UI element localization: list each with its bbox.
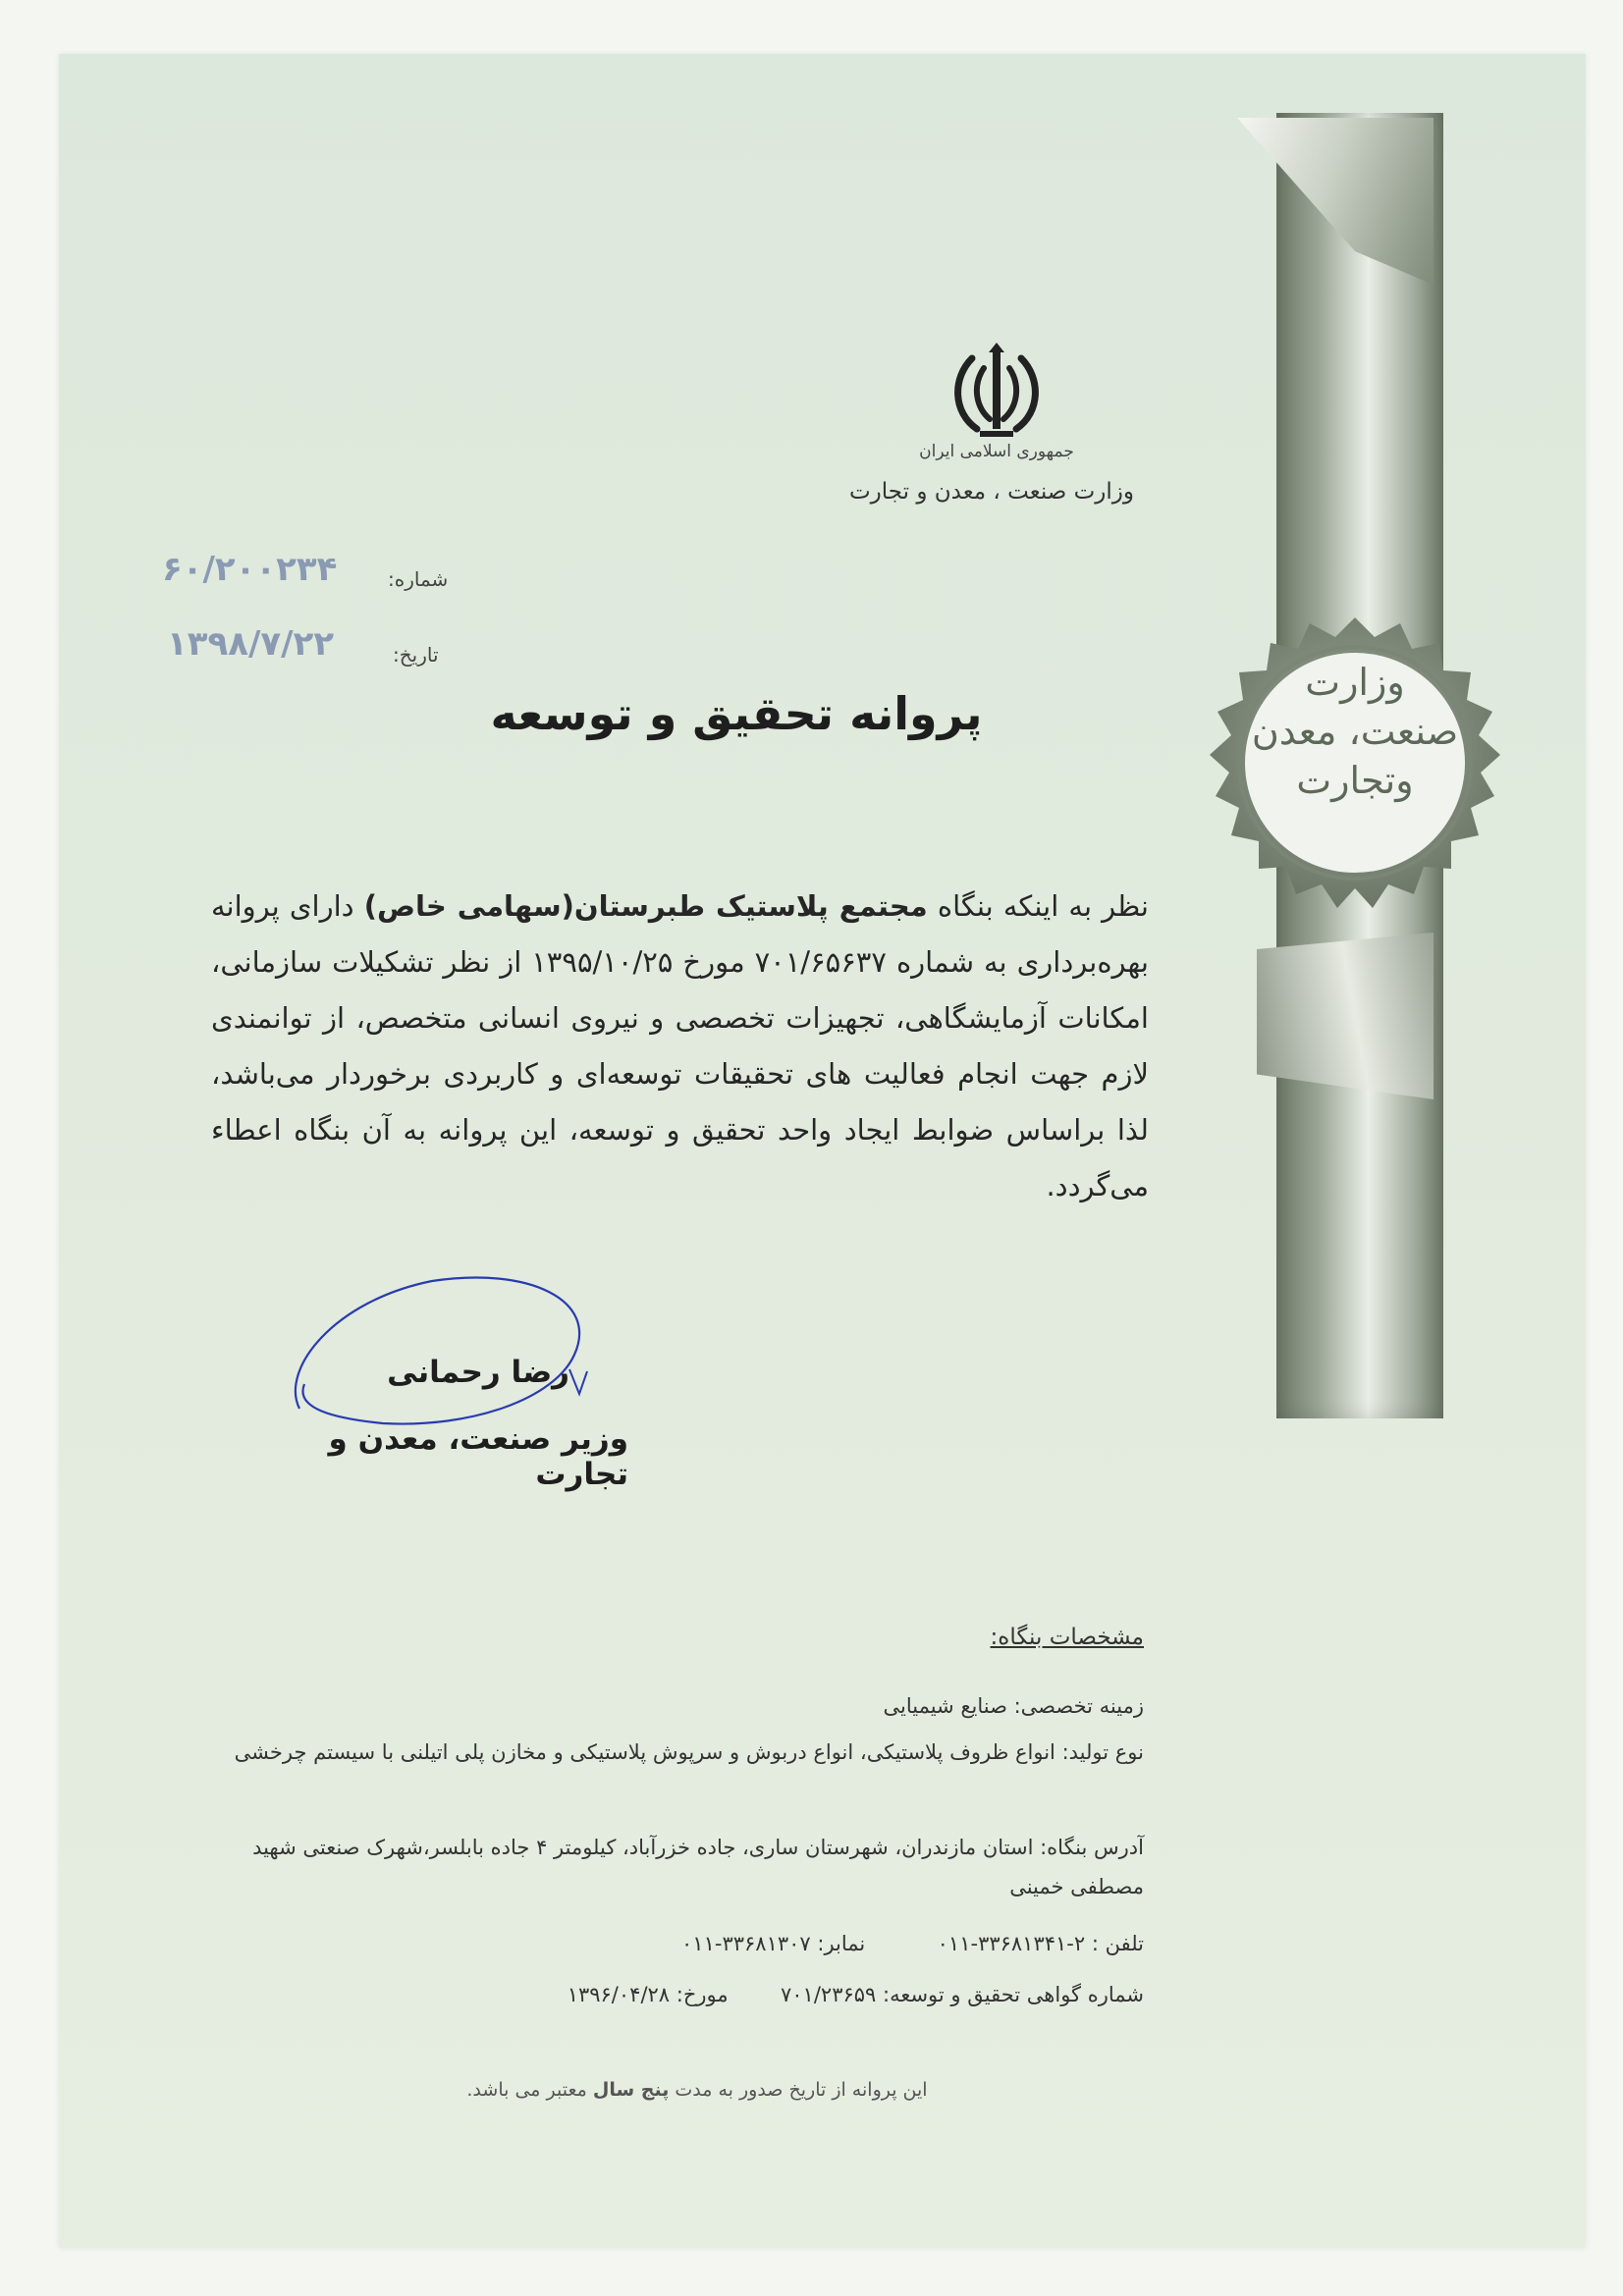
spec-field: زمینه تخصصی: صنایع شیمیایی xyxy=(883,1694,1144,1718)
signatory-title: وزیر صنعت، معدن و تجارت xyxy=(328,1421,628,1492)
seal-line-3: وتجارت xyxy=(1296,759,1414,802)
seal-text xyxy=(1237,658,1473,805)
number-value: ۶۰/۲۰۰۲۳۴ xyxy=(162,550,338,589)
body-rest: دارای پروانه بهره‌برداری به شماره ۷۰۱/۶۵۶۳۷ مورخ ۱۳۹۵/۱۰/۲۵ از نظر تشکیلات سازمانی، امکانات آزمایشگاهی، تجهیزات تخصصی و نیروی انسانی متخصص، از توانمندی لازم جهت انجام فعالیت های تحقیقات توسعه‌ای و کاربردی برخوردار می‌باشد، لذا براساس ضوابط ایجاد واحد تحقیق و توسعه، این پروانه به آن بنگاه اعطاء می‌گردد. xyxy=(211,889,1149,1202)
body-intro: نظر به اینکه بنگاه xyxy=(927,889,1149,923)
validity-after: معتبر می باشد. xyxy=(466,2079,593,2101)
company-name: مجتمع پلاستیک طبرستان(سهامی خاص) xyxy=(363,889,928,923)
spec-phones xyxy=(191,1924,1144,1963)
spec-product: نوع تولید: انواع ظروف پلاستیکی، انواع دربوش و سرپوش پلاستیکی و مخازن پلی اتیلنی با سیستم چرخشی xyxy=(234,1740,1144,1764)
date-label: تاریخ: xyxy=(393,643,439,667)
ministry-name: وزارت صنعت ، معدن و تجارت xyxy=(849,479,1134,505)
country-name: جمهوری اسلامی ایران xyxy=(919,442,1074,461)
seal-line-2: صنعت، معدن xyxy=(1251,710,1459,753)
signatory-name: رضا رحمانی xyxy=(387,1355,569,1390)
spec-address: آدرس بنگاه: استان مازندران، شهرستان ساری، جاده خزرآباد، کیلومتر ۴ جاده بابلسر،شهرک صنعتی شهید مصطفی خمینی xyxy=(252,1836,1144,1898)
number-label: شماره: xyxy=(388,567,449,591)
handwritten-signature xyxy=(275,1261,628,1438)
spec-cert-number: شماره گواهی تحقیق و توسعه: ۷۰۱/۲۳۶۵۹ xyxy=(781,1983,1144,2006)
spec-fax: نمابر: ۳۳۶۸۱۳۰۷-۰۱۱ xyxy=(681,1932,866,1955)
spec-certificate xyxy=(191,1975,1144,2014)
certificate-body xyxy=(211,879,1149,1214)
spec-cert-date: مورخ: ۱۳۹۶/۰۴/۲۸ xyxy=(567,1983,729,2006)
seal-line-1: وزارت xyxy=(1305,661,1405,704)
validity-before: این پروانه از تاریخ صدور به مدت xyxy=(669,2079,928,2101)
iran-emblem-icon xyxy=(943,339,1051,447)
validity-note xyxy=(393,2079,1001,2101)
spec-phone: تلفن : ۲-۳۳۶۸۱۳۴۱-۰۱۱ xyxy=(937,1932,1144,1955)
specs-heading: مشخصات بنگاه: xyxy=(990,1625,1144,1650)
certificate-title: پروانه تحقیق و توسعه xyxy=(490,687,983,740)
date-value: ۱۳۹۸/۷/۲۲ xyxy=(167,624,335,664)
ribbon-middle-fold xyxy=(1257,933,1434,1099)
validity-period: پنج سال xyxy=(592,2079,670,2101)
